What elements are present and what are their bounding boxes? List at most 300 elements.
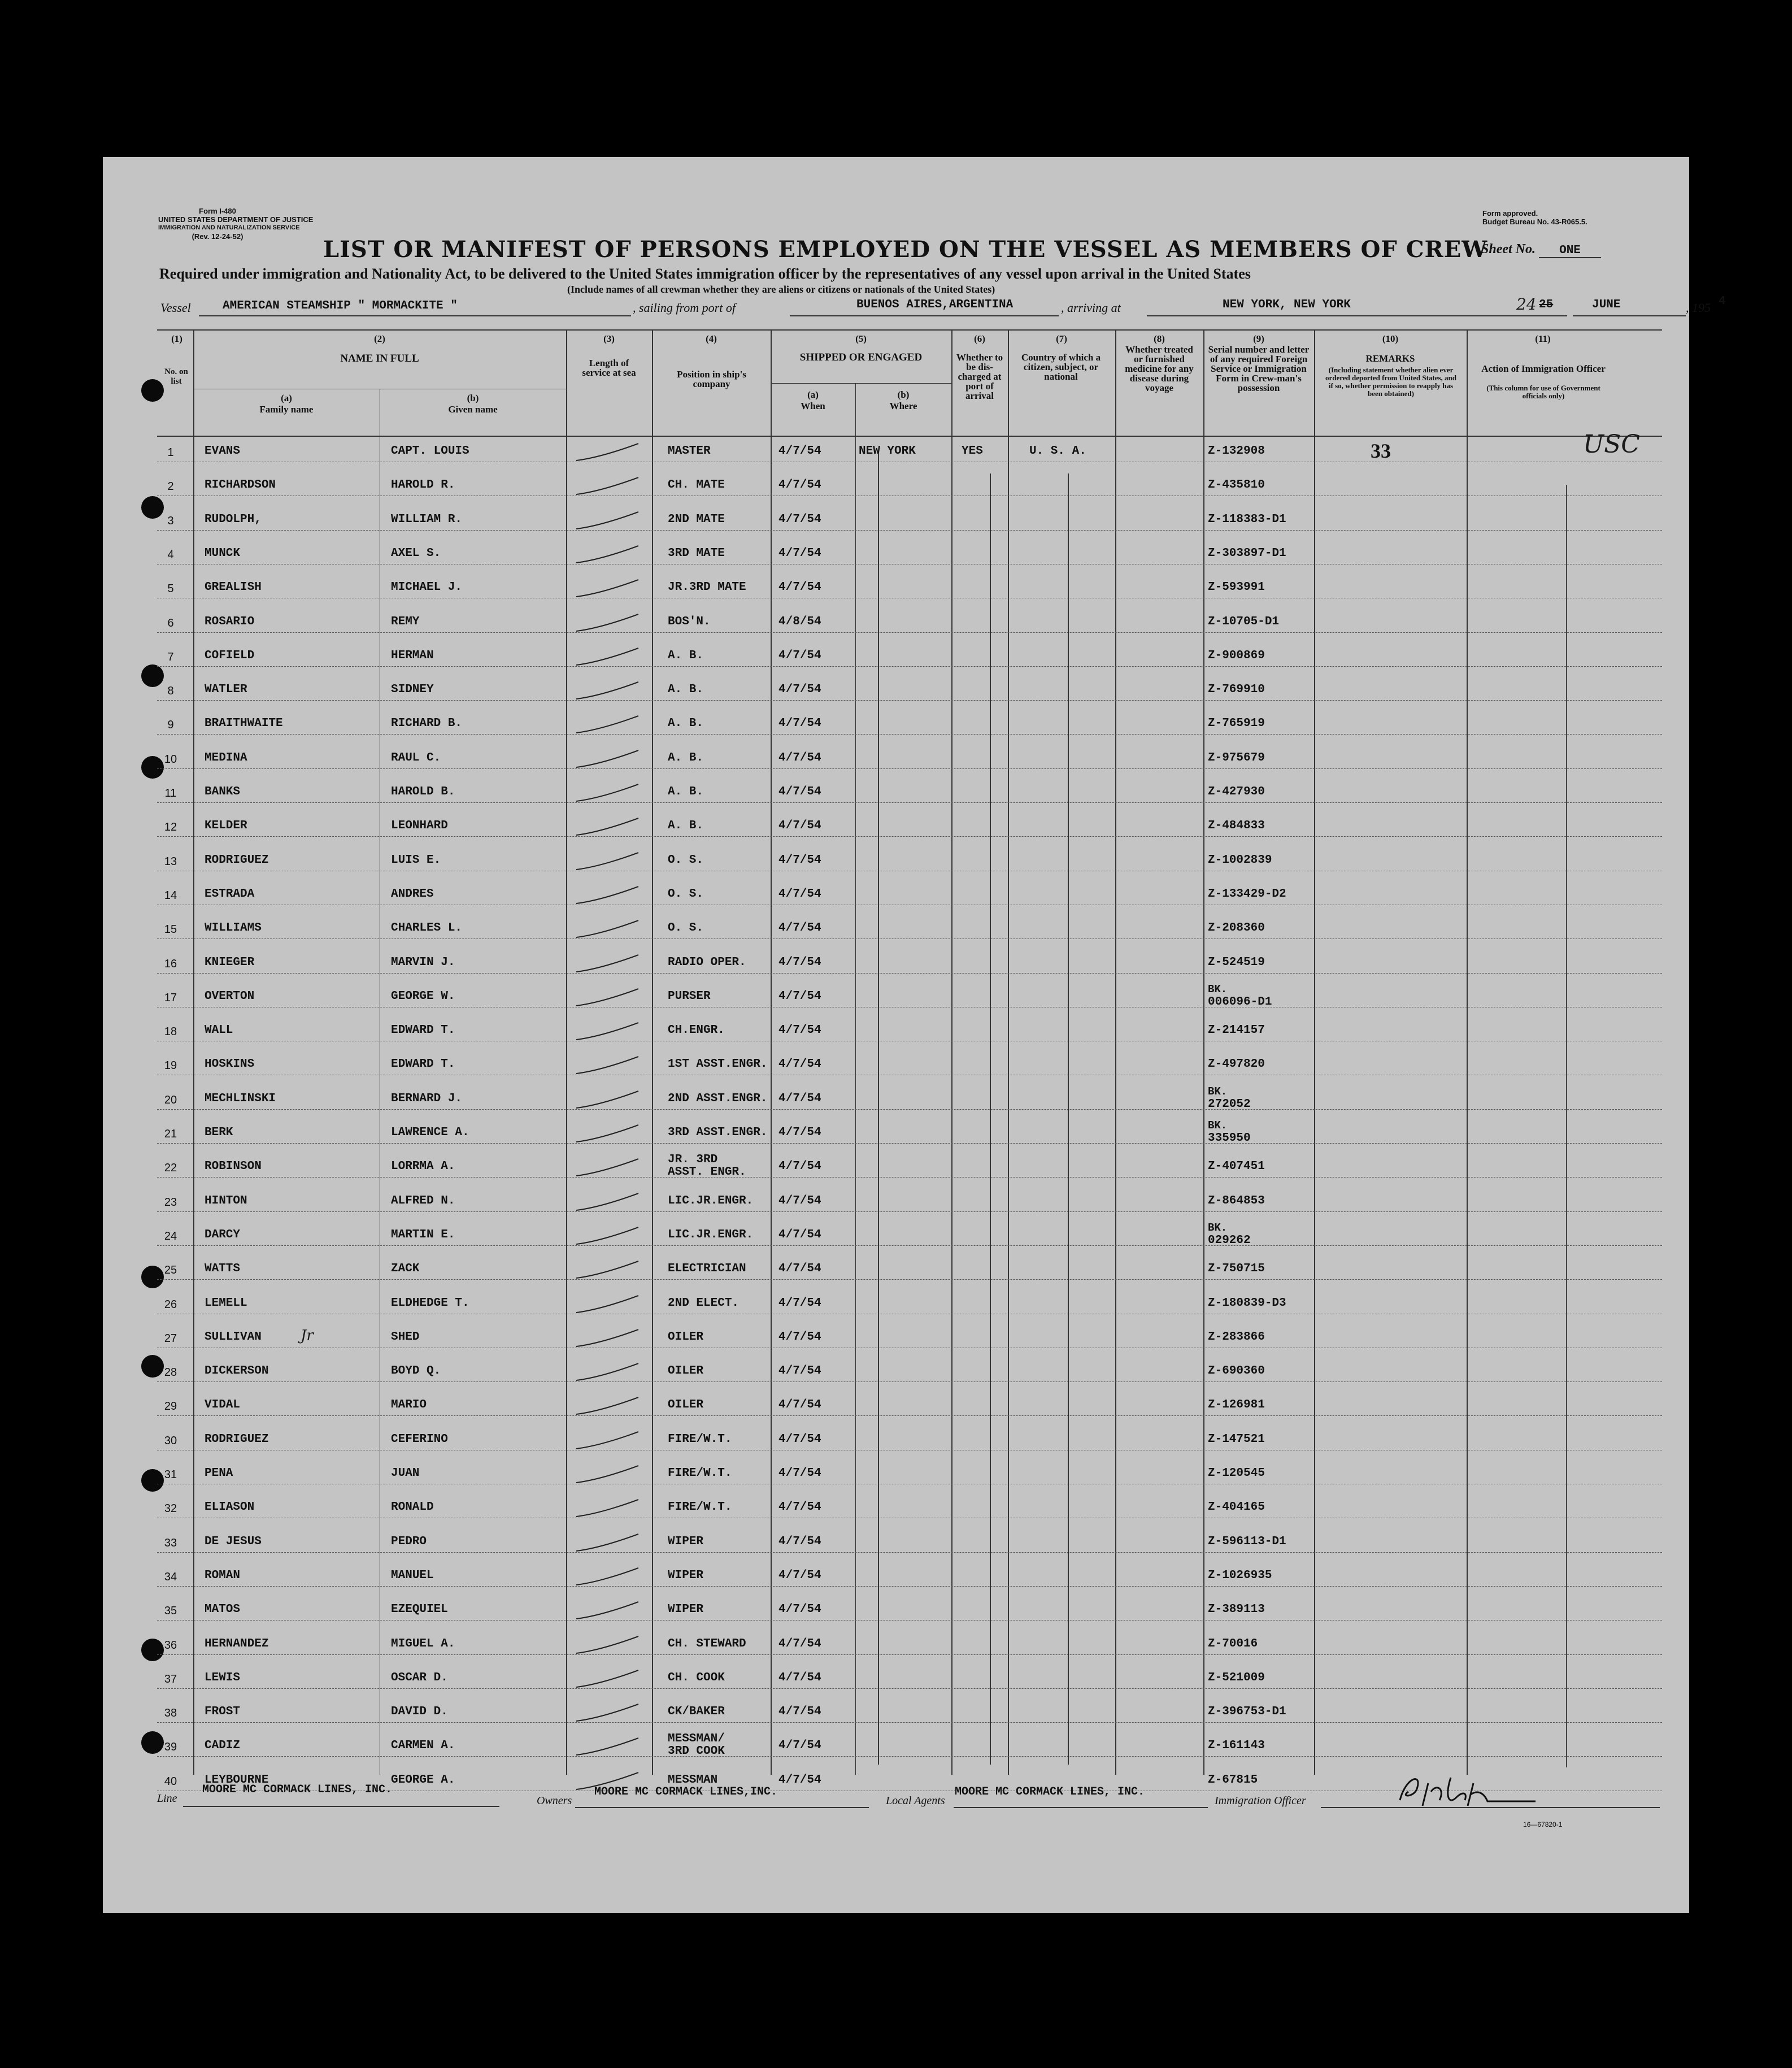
serial-number: Z-596113-D1	[1208, 1535, 1286, 1548]
position: MASTER	[668, 445, 711, 458]
given-name: CAPT. LOUIS	[391, 445, 469, 458]
row-number: 17	[164, 991, 177, 1004]
serial-number: Z-133429-D2	[1208, 887, 1286, 901]
shipped-when: 4/7/54	[778, 1092, 821, 1105]
shipped-when: 4/7/54	[778, 751, 821, 764]
family-name: WATLER	[205, 683, 247, 697]
serial-number: Z-975679	[1208, 751, 1265, 764]
given-name: JUAN	[391, 1467, 420, 1480]
service-tick	[572, 918, 645, 941]
family-name: MEDINA	[205, 751, 247, 764]
col-header-given: Given name	[448, 404, 498, 415]
position: JR.3RD MATE	[668, 581, 746, 594]
family-name: DE JESUS	[205, 1535, 262, 1548]
position: BOS'N.	[668, 615, 711, 628]
row-number: 16	[164, 957, 177, 970]
punch-hole	[141, 379, 164, 402]
subtitle: Required under immigration and Nationality Act, to be delivered to the United States immigration officer by the representatives of any vessel upon arrival in the United States	[159, 266, 1251, 282]
family-name: HERNANDEZ	[205, 1637, 269, 1650]
family-name: CADIZ	[205, 1739, 241, 1753]
given-name: AXEL S.	[391, 546, 441, 560]
shipped-when: 4/7/54	[778, 683, 821, 697]
family-name: SULLIVAN	[205, 1330, 262, 1344]
shipped-when: 4/7/54	[778, 1535, 821, 1548]
manifest-sheet	[103, 157, 1726, 1913]
agents-value: MOORE MC CORMACK LINES, INC.	[955, 1785, 1145, 1798]
service-tick	[572, 1702, 645, 1724]
arrival-month: JUNE	[1592, 298, 1621, 311]
serial-number: Z-1002839	[1208, 853, 1272, 867]
row-number: 36	[164, 1639, 177, 1652]
shipped-when: 4/7/54	[778, 1262, 821, 1276]
family-name: PENA	[205, 1467, 233, 1480]
position: PURSER	[668, 989, 711, 1003]
row-number: 23	[164, 1196, 177, 1209]
shipped-when: 4/7/54	[778, 1637, 821, 1650]
row-rule	[157, 530, 1662, 531]
serial-number: 272052	[1208, 1097, 1251, 1111]
owners-label: Owners	[537, 1795, 572, 1807]
given-name: CHARLES L.	[391, 922, 463, 935]
approval-block	[1482, 209, 1587, 226]
family-name: RODRIGUEZ	[205, 853, 269, 867]
position: MESSMAN/	[668, 1732, 725, 1746]
position: ASST. ENGR.	[668, 1166, 746, 1179]
shipped-where: NEW YORK	[859, 445, 916, 458]
service-tick	[572, 1497, 645, 1520]
service-tick	[572, 1361, 645, 1384]
col-header-discharged: Whether to be dis-charged at port of arrival	[956, 352, 1003, 401]
position: A. B.	[668, 819, 704, 833]
family-name: DARCY	[205, 1228, 241, 1241]
position: 2ND MATE	[668, 512, 725, 526]
family-name-note: Jr	[301, 1327, 314, 1344]
col-header-where: Where	[889, 401, 917, 411]
shipped-when: 4/7/54	[778, 1705, 821, 1719]
row-number: 15	[164, 923, 177, 936]
page-title: LIST OR MANIFEST OF PERSONS EMPLOYED ON THE VESSEL AS MEMBERS OF CREW	[323, 236, 1488, 263]
position: CH. STEWARD	[668, 1637, 746, 1650]
shipped-when: 4/7/54	[778, 1773, 821, 1787]
arrival-day-struck: 25	[1539, 298, 1554, 311]
family-name: LEMELL	[205, 1296, 247, 1310]
position: O. S.	[668, 922, 704, 935]
service-tick	[572, 475, 645, 498]
col-header-remarks: REMARKS	[1365, 353, 1415, 364]
col-num: (4)	[706, 333, 717, 344]
row-number: 6	[167, 616, 174, 629]
row-number: 3	[167, 514, 174, 527]
family-name: HINTON	[205, 1194, 247, 1207]
row-rule	[157, 1245, 1662, 1246]
serial-number: Z-864853	[1208, 1194, 1265, 1207]
given-name: HERMAN	[391, 649, 434, 662]
given-name: GEORGE A.	[391, 1773, 455, 1787]
family-name: BRAITHWAITE	[205, 717, 283, 731]
given-name: CEFERINO	[391, 1432, 448, 1446]
service-tick	[572, 441, 645, 464]
given-name: ZACK	[391, 1262, 420, 1276]
service-tick	[572, 884, 645, 907]
family-name: EVANS	[205, 445, 241, 458]
serial-number: Z-427930	[1208, 785, 1265, 798]
serial-number: BK.	[1208, 1221, 1228, 1234]
row-number: 38	[164, 1707, 177, 1720]
immigration-action: USC	[1583, 430, 1640, 459]
row-number: 25	[164, 1264, 177, 1277]
row-number: 9	[167, 719, 174, 732]
position: A. B.	[668, 751, 704, 764]
ditto-line	[1566, 485, 1567, 1767]
shipped-when: 4/8/54	[778, 615, 821, 628]
serial-number: 006096-D1	[1208, 995, 1272, 1009]
serial-number: Z-180839-D3	[1208, 1296, 1286, 1310]
family-name: FROST	[205, 1705, 241, 1719]
row-number: 5	[167, 583, 174, 596]
shipped-when: 4/7/54	[778, 512, 821, 526]
shipped-when: 4/7/54	[778, 1228, 821, 1241]
given-name: ANDRES	[391, 887, 434, 901]
shipped-when: 4/7/54	[778, 1160, 821, 1174]
service-tick	[572, 612, 645, 635]
shipped-when: 4/7/54	[778, 1126, 821, 1139]
position: 3RD MATE	[668, 546, 725, 560]
given-name: EDWARD T.	[391, 1024, 455, 1037]
port-label: , sailing from port of	[633, 301, 736, 315]
department: UNITED STATES DEPARTMENT OF JUSTICE	[158, 215, 314, 224]
serial-number: 029262	[1208, 1233, 1251, 1247]
family-name: LEYBOURNE	[205, 1773, 269, 1787]
row-number: 21	[164, 1128, 177, 1140]
serial-number: Z-147521	[1208, 1432, 1265, 1446]
family-name: ROMAN	[205, 1569, 241, 1582]
serial-number: Z-303897-D1	[1208, 546, 1286, 560]
row-rule	[157, 973, 1662, 974]
given-name: BERNARD J.	[391, 1092, 463, 1105]
position: OILER	[668, 1330, 704, 1344]
given-name: REMY	[391, 615, 420, 628]
serial-number: Z-1026935	[1208, 1569, 1272, 1582]
row-number: 10	[164, 753, 177, 766]
given-name: ELDHEDGE T.	[391, 1296, 469, 1310]
row-number: 31	[164, 1469, 177, 1481]
row-number: 34	[164, 1570, 177, 1583]
col-sub-num: (a)	[807, 389, 819, 400]
row-number: 33	[164, 1536, 177, 1549]
family-name: RUDOLPH,	[205, 512, 262, 526]
service-tick	[572, 748, 645, 771]
given-name: MARTIN E.	[391, 1228, 455, 1241]
family-name: ELIASON	[205, 1501, 255, 1514]
position: CH. COOK	[668, 1671, 725, 1684]
service-tick	[572, 1463, 645, 1486]
service-tick	[572, 782, 645, 805]
family-name: COFIELD	[205, 649, 255, 662]
given-name: GEORGE W.	[391, 989, 455, 1003]
footer	[157, 1783, 1671, 1817]
vessel-row	[160, 295, 1726, 316]
row-rule	[157, 1586, 1662, 1587]
discharged: YES	[962, 445, 983, 458]
shipped-when: 4/7/54	[778, 1671, 821, 1684]
serial-number: Z-283866	[1208, 1330, 1265, 1344]
given-name: HAROLD R.	[391, 479, 455, 492]
position: WIPER	[668, 1569, 704, 1582]
col-num: (9)	[1253, 333, 1264, 344]
row-rule	[157, 1211, 1662, 1212]
owners-value: MOORE MC CORMACK LINES,INC.	[594, 1785, 778, 1798]
serial-number: BK.	[1208, 1119, 1228, 1132]
service: IMMIGRATION AND NATURALIZATION SERVICE	[158, 224, 300, 231]
serial-number: Z-67815	[1208, 1773, 1258, 1787]
position: A. B.	[668, 717, 704, 731]
service-tick	[572, 1532, 645, 1554]
service-tick	[572, 1157, 645, 1179]
family-name: WALL	[205, 1024, 233, 1037]
serial-number: Z-765919	[1208, 717, 1265, 731]
shipped-when: 4/7/54	[778, 1365, 821, 1378]
col-num: (7)	[1056, 333, 1067, 344]
given-name: MANUEL	[391, 1569, 434, 1582]
position: LIC.JR.ENGR.	[668, 1228, 754, 1241]
row-rule	[157, 1381, 1662, 1382]
given-name: RICHARD B.	[391, 717, 463, 731]
shipped-when: 4/7/54	[778, 922, 821, 935]
position: MESSMAN	[668, 1773, 718, 1787]
service-tick	[572, 1600, 645, 1622]
col-header-when: When	[801, 401, 825, 411]
line-label: Line	[157, 1792, 177, 1805]
position: 2ND ASST.ENGR.	[668, 1092, 768, 1105]
row-rule	[157, 1654, 1662, 1655]
position: RADIO OPER.	[668, 955, 746, 969]
family-name: VIDAL	[205, 1398, 241, 1412]
shipped-when: 4/7/54	[778, 955, 821, 969]
col-header-shipped: SHIPPED OR ENGAGED	[799, 351, 923, 363]
family-name: HOSKINS	[205, 1058, 255, 1071]
given-name: CARMEN A.	[391, 1739, 455, 1753]
row-number: 30	[164, 1434, 177, 1447]
shipped-when: 4/7/54	[778, 1501, 821, 1514]
shipped-when: 4/7/54	[778, 1330, 821, 1344]
family-name: RICHARDSON	[205, 479, 276, 492]
family-name: MATOS	[205, 1603, 241, 1617]
service-tick	[572, 1430, 645, 1452]
service-tick	[572, 1225, 645, 1248]
given-name: LEONHARD	[391, 819, 448, 833]
col-header-service: Length of service at sea	[582, 358, 636, 378]
given-name: DAVID D.	[391, 1705, 448, 1719]
row-rule	[157, 666, 1662, 667]
service-tick	[572, 1123, 645, 1145]
row-number: 27	[164, 1332, 177, 1345]
position: ELECTRICIAN	[668, 1262, 746, 1276]
shipped-when: 4/7/54	[778, 479, 821, 492]
row-rule	[157, 1552, 1662, 1553]
col-header-action-note: (This column for use of Government officials only)	[1486, 384, 1600, 400]
position: JR. 3RD	[668, 1153, 718, 1167]
shipped-when: 4/7/54	[778, 445, 821, 458]
row-number: 18	[164, 1026, 177, 1039]
year-suffix: 4	[1719, 295, 1726, 308]
shipped-when: 4/7/54	[778, 1194, 821, 1207]
position: LIC.JR.ENGR.	[668, 1194, 754, 1207]
col-header-action: Action of Immigration Officer	[1481, 363, 1606, 374]
form-approved: Form approved.	[1482, 209, 1538, 218]
col-sub-num: (a)	[281, 393, 292, 403]
row-rule	[157, 1279, 1662, 1280]
ditto-line	[990, 473, 991, 1765]
family-name: MUNCK	[205, 546, 241, 560]
col-header-position: Position in ship's company	[677, 369, 746, 389]
shipped-when: 4/7/54	[778, 1058, 821, 1071]
col-header-country: Country of which a citizen, subject, or national	[1021, 352, 1101, 382]
agents-label: Local Agents	[886, 1795, 945, 1807]
service-tick	[572, 1089, 645, 1111]
family-name: BERK	[205, 1126, 233, 1139]
position: 3RD COOK	[668, 1745, 725, 1758]
service-tick	[572, 680, 645, 702]
col-header-name: NAME IN FULL	[340, 353, 419, 364]
position: WIPER	[668, 1535, 704, 1548]
row-rule	[157, 836, 1662, 837]
row-number: 26	[164, 1298, 177, 1311]
shipped-when: 4/7/54	[778, 989, 821, 1003]
remarks: 33	[1371, 440, 1391, 462]
given-name: LORRMA A.	[391, 1160, 455, 1174]
form-revision: (Rev. 12-24-52)	[192, 232, 243, 241]
row-number: 14	[164, 889, 177, 902]
shipped-when: 4/7/54	[778, 819, 821, 833]
row-rule	[157, 802, 1662, 803]
position: O. S.	[668, 853, 704, 867]
row-number: 13	[164, 855, 177, 868]
row-rule	[157, 1109, 1662, 1110]
given-name: MICHAEL J.	[391, 581, 463, 594]
serial-number: 335950	[1208, 1132, 1251, 1145]
position: 2ND ELECT.	[668, 1296, 740, 1310]
shipped-when: 4/7/54	[778, 546, 821, 560]
serial-number: Z-484833	[1208, 819, 1265, 833]
given-name: PEDRO	[391, 1535, 427, 1548]
family-name: DICKERSON	[205, 1365, 269, 1378]
position: CK/BAKER	[668, 1705, 725, 1719]
row-number: 8	[167, 685, 174, 698]
service-tick	[572, 1634, 645, 1657]
arriving-label: , arriving at	[1061, 301, 1121, 315]
row-number: 22	[164, 1162, 177, 1175]
shipped-when: 4/7/54	[778, 887, 821, 901]
row-rule	[157, 768, 1662, 769]
serial-number: Z-750715	[1208, 1262, 1265, 1276]
given-name: MARVIN J.	[391, 955, 455, 969]
country: U. S. A.	[1029, 445, 1086, 458]
serial-number: Z-126981	[1208, 1398, 1265, 1412]
ditto-line	[878, 454, 879, 1765]
service-tick	[572, 1327, 645, 1350]
position: 1ST ASST.ENGR.	[668, 1058, 768, 1071]
service-tick	[572, 1259, 645, 1281]
serial-number: Z-396753-D1	[1208, 1705, 1286, 1719]
position: FIRE/W.T.	[668, 1467, 732, 1480]
serial-number: Z-521009	[1208, 1671, 1265, 1684]
position: 3RD ASST.ENGR.	[668, 1126, 768, 1139]
row-number: 39	[164, 1741, 177, 1754]
shipped-when: 4/7/54	[778, 649, 821, 662]
col-num: (1)	[171, 333, 182, 344]
family-name: LEWIS	[205, 1671, 241, 1684]
position: CH.ENGR.	[668, 1024, 725, 1037]
col-header-family: Family name	[259, 404, 314, 415]
family-name: KELDER	[205, 819, 247, 833]
row-rule	[157, 1415, 1662, 1416]
shipped-when: 4/7/54	[778, 1739, 821, 1753]
service-tick	[572, 816, 645, 839]
col-sub-num: (b)	[897, 389, 910, 400]
position: A. B.	[668, 683, 704, 697]
row-number: 24	[164, 1229, 177, 1242]
shipped-when: 4/7/54	[778, 717, 821, 731]
service-tick	[572, 987, 645, 1009]
family-name: BANKS	[205, 785, 241, 798]
officer-signature	[1389, 1766, 1558, 1811]
serial-number: Z-769910	[1208, 683, 1265, 697]
shipped-when: 4/7/54	[778, 581, 821, 594]
shipped-when: 4/7/54	[778, 1467, 821, 1480]
given-name: MARIO	[391, 1398, 427, 1412]
service-tick	[572, 953, 645, 975]
row-number: 2	[167, 480, 174, 493]
form-block	[158, 207, 314, 241]
given-name: ALFRED N.	[391, 1194, 455, 1207]
service-tick	[572, 714, 645, 736]
row-rule	[157, 1722, 1662, 1723]
given-name: SHED	[391, 1330, 420, 1344]
shipped-when: 4/7/54	[778, 1569, 821, 1582]
vessel-value: AMERICAN STEAMSHIP " MORMACKITE "	[223, 299, 458, 312]
service-tick	[572, 1566, 645, 1588]
subtitle-note: (Include names of all crewman whether they are aliens or citizens or nationals of the United States)	[567, 284, 995, 295]
position: O. S.	[668, 887, 704, 901]
service-tick	[572, 1020, 645, 1043]
service-tick	[572, 1668, 645, 1691]
serial-number: Z-10705-D1	[1208, 615, 1280, 628]
serial-number: Z-404165	[1208, 1501, 1265, 1514]
given-name: MIGUEL A.	[391, 1637, 455, 1650]
given-name: SIDNEY	[391, 683, 434, 697]
serial-number: Z-435810	[1208, 479, 1265, 492]
row-number: 37	[164, 1672, 177, 1685]
row-number: 28	[164, 1366, 177, 1379]
shipped-when: 4/7/54	[778, 853, 821, 867]
family-name: RODRIGUEZ	[205, 1432, 269, 1446]
col-num: (11)	[1535, 333, 1551, 344]
family-name: GREALISH	[205, 581, 262, 594]
shipped-when: 4/7/54	[778, 1603, 821, 1617]
shipped-when: 4/7/54	[778, 1398, 821, 1412]
row-number: 1	[167, 446, 174, 459]
family-name: OVERTON	[205, 989, 255, 1003]
shipped-when: 4/7/54	[778, 1432, 821, 1446]
row-rule	[157, 1756, 1662, 1757]
serial-number: BK.	[1208, 983, 1228, 996]
serial-number: Z-161143	[1208, 1739, 1265, 1753]
col-num: (3)	[603, 333, 615, 344]
row-number: 29	[164, 1400, 177, 1413]
position: OILER	[668, 1398, 704, 1412]
row-number: 20	[164, 1093, 177, 1106]
col-header-no: No. on list	[164, 367, 188, 386]
